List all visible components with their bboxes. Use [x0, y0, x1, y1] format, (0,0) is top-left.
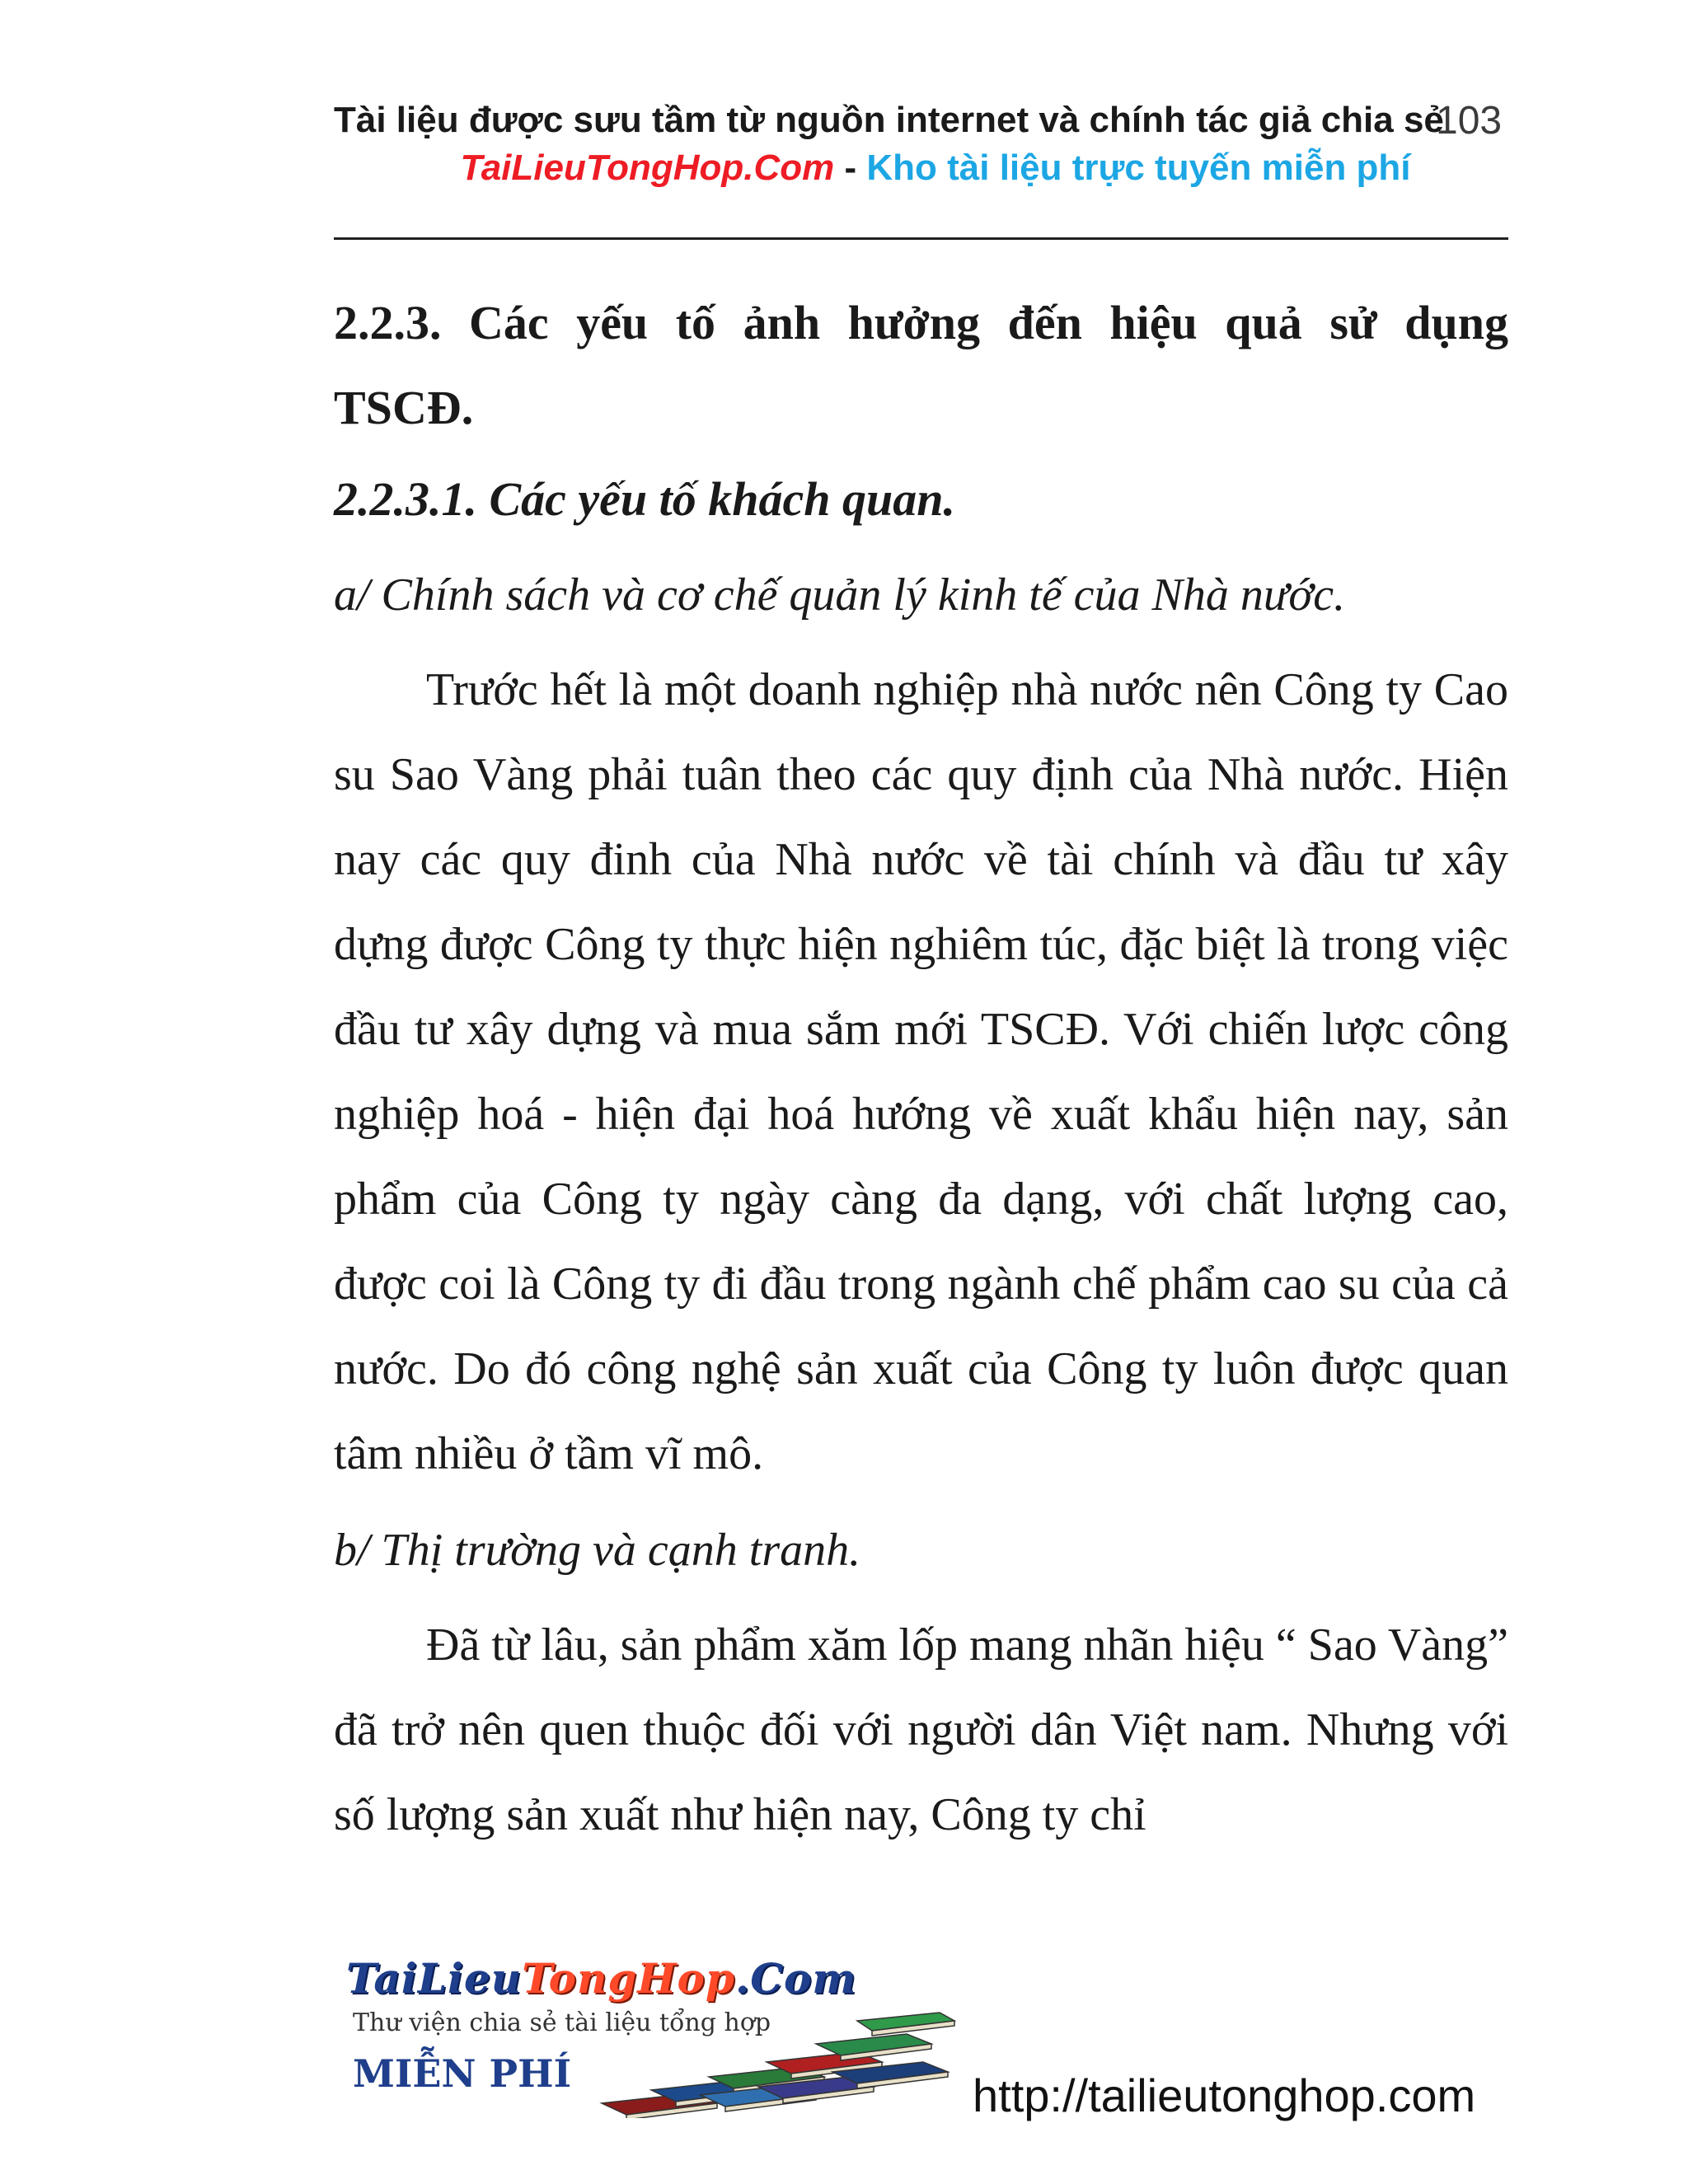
document-body — [334, 280, 1508, 1858]
logo-wordmark — [346, 1953, 856, 2004]
header-divider — [334, 237, 1508, 240]
section-heading: 2.2.3. Các yếu tố ảnh hưởng đến hiệu quả sử dụng — [334, 296, 1508, 349]
header-source-note: Tài liệu được sưu tầm từ nguồn internet và chính tác giả chia sẻ — [334, 100, 1444, 140]
page-number: 103 — [1436, 99, 1503, 143]
subsection-heading: 2.2.3.1. Các yếu tố khách quan. — [334, 472, 956, 526]
logo-wordmark-part2: TongHop — [522, 1954, 735, 2003]
section-heading-continued: TSCĐ. — [334, 381, 474, 434]
item-a-paragraph: Trước hết là một doanh nghiệp nhà nước nên Công ty Cao su Sao Vàng phải tuân theo các quy định của Nhà nước. Hiện nay các quy đinh của Nhà nước về tài chính và đầu tư xây dựng được Công ty thực hiện nghiêm túc, đặc biệt là trong việc đầu tư xây dựng và mua sắm mới TSCĐ. Với chiến lược công nghiệp hoá - hiện đại hoá hướng về xuất khẩu hiện nay, sản phẩm của Công ty ngày càng đa dạng, với chất lượng cao, được coi là Công ty đi đầu trong ngành chế phẩm cao su của cả nước. Do đó công nghệ sản xuất của Công ty luôn được quan tâm nhiều ở tầm vĩ mô. — [334, 664, 1508, 1479]
books-icon — [593, 2011, 956, 2118]
logo-wordmark-part3: .Com — [734, 1954, 857, 2003]
header-separator: - — [834, 148, 867, 188]
header-site-line — [334, 145, 1537, 191]
logo-tagline: Thư viện chia sẻ tài liệu tổng hợp — [353, 2008, 771, 2037]
item-a-heading: a/ Chính sách và cơ chế quản lý kinh tế của Nhà nước. — [334, 569, 1346, 621]
logo-wordmark-part1: TaiLieu — [346, 1954, 523, 2003]
item-b-paragraph: Đã từ lâu, sản phẩm xăm lốp mang nhãn hiệu “ Sao Vàng” đã trở nên quen thuộc đối với người dân Việt nam. Nhưng với số lượng sản xuất như hiện nay, Công ty chỉ — [334, 1619, 1508, 1840]
footer-logo — [346, 1953, 956, 2118]
footer-url-link[interactable]: http://tailieutonghop.com — [973, 2069, 1476, 2121]
header-site-name[interactable]: TaiLieuTongHop.Com — [460, 148, 835, 188]
logo-free-label: MIỄN PHÍ — [353, 2051, 572, 2096]
item-b-heading: b/ Thị trường và cạnh tranh. — [334, 1525, 861, 1576]
header-site-tagline: Kho tài liệu trực tuyến miễn phí — [866, 148, 1411, 188]
